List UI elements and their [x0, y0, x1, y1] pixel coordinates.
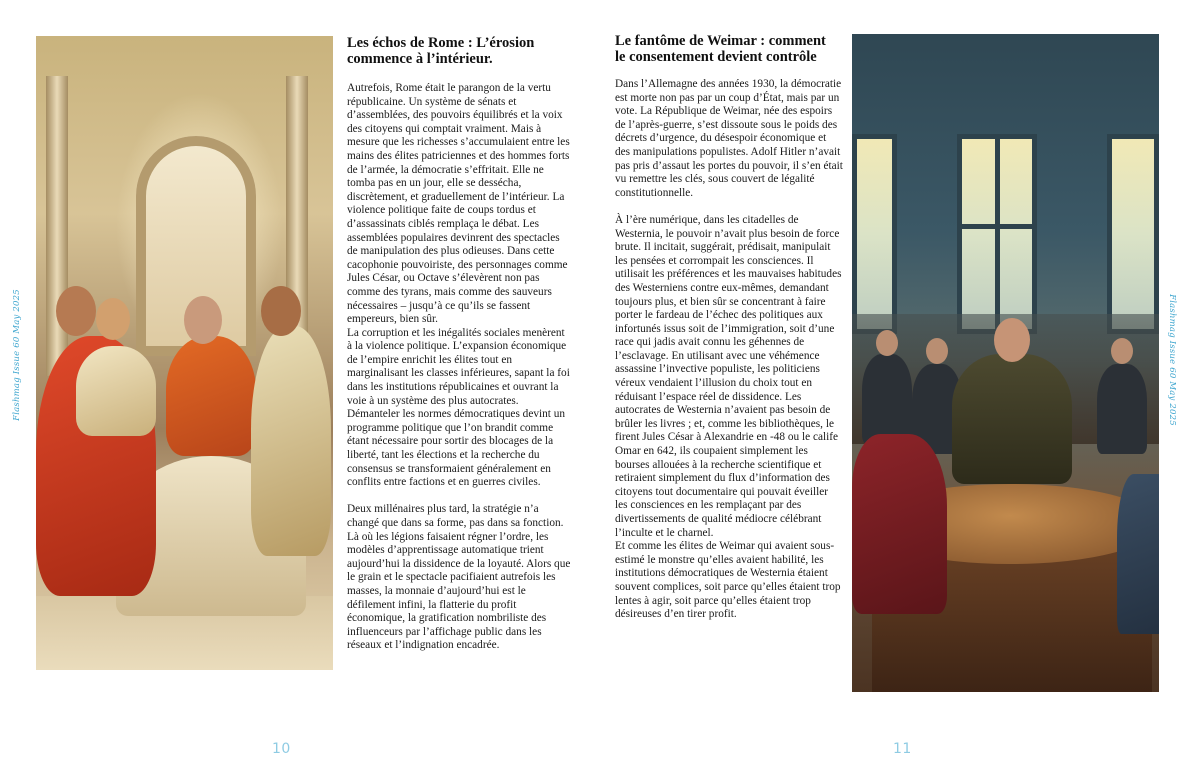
paragraph: Autrefois, Rome était le parangon de la vertu républicaine. Un système de sénats et d’assemblées, des pouvoirs équilibrés et la voix des citoyens qui comptait vraiment. Mais à mesure que les richesses s’accumulaient entre les mains des élites patriciennes et des hommes forts de l’armée, la démocratie s’effritait. Elle ne tomba pas en un jour, elle se dessécha, discrètement, et graduellement de l’intérieur. La violence politique faite de coups tordus et d’assassinats ciblés remplaça le débat. Les assemblées populaires devinrent des spectacles de manipulation des plus odieuses. Dans cette cacophonie pouvoiriste, des personnages comme Jules César, ou Octave s’élevèrent non pas comme des tyrans, mais comme des sauveurs nécessaires – jusqu’à ce qu’ils se fassent empereurs, bien sûr. [347, 82, 570, 326]
figure-head [1111, 338, 1133, 364]
right-article [615, 33, 843, 622]
figure-head [56, 286, 96, 336]
figure-cream-robe [251, 326, 331, 556]
figure-suit [1097, 364, 1147, 454]
window-bar [995, 134, 1000, 334]
figure-officer [862, 354, 912, 444]
window-bar [957, 224, 1037, 229]
figure-head [876, 330, 898, 356]
title-line: Les échos de Rome : L’érosion [347, 35, 535, 51]
figure-white-robe [76, 346, 156, 436]
figure-head [184, 296, 222, 344]
page-number-left: 10 [272, 741, 291, 757]
rome-senate-painting [36, 36, 333, 670]
paragraph: Et comme les élites de Weimar qui avaient sous-estimé le monstre qu’elles avaient habilité, les institutions démocratiques de Westernia étaient souvent complices, soit parce qu’elles étaient trop lentes à agir, soit parce qu’elles étaient trop désireuses d’en tirer profit. [615, 540, 841, 621]
left-article-body [347, 82, 572, 653]
title-line: commence à l’intérieur [347, 51, 489, 67]
figure-head [96, 298, 130, 340]
paragraph: La corruption et les inégalités sociales menèrent à la violence politique. L’expansion économique de l’empire enrichit les élites tout en marginalisant les classes inférieures, sapant la foi dans les institutions républicaines et ouvrant la voie à un système des plus autocrates. Démanteler les normes démocratiques devint un programme politique que l’on brandit comme étant nécessaire pour sortir des blocages de la liberté, tant les élections et la recherche du consensus se transformaient généralement en conflits entre factions et en guerres civiles. [347, 326, 570, 489]
side-caption-left: Flashmag Issue 60 May 2025 [12, 289, 22, 421]
paragraph: À l’ère numérique, dans les citadelles de Westernia, le pouvoir n’avait plus besoin de force brute. Il incitait, suggérait, prédisait, manipulait les pensées et corrompait les consciences. Il utilisait les préférences et les mauvaises habitudes des Westerniens contre eux-mêmes, demandant toujours plus, et bien sûr se concentrant à faire porter le fardeau de l’échec des politiques aux infortunés issus soit de l’immigration, soit d’une race qui jadis avait connu les géhennes de l’esclavage. En utilisant avec une véhémence assassine l’invective populiste, les politiciens véreux vendaient l’illusion du choix tout en réduisant l’espace réel de dissidence. Les autocrates de Westernia n’avaient pas besoin de brûler les livres ; et, comme les bibliothèques, le firent Jules César à Alexandrie en -48 ou le calife Omar en 642, ils coupaient simplement les bourses allouées à la recherche scientifique et retiraient simplement du flux d’information des citoyens tout documentaire qui pouvait éveiller les consciences en les remplaçant par des divertissements de qualité médiocre célébrant l’inculte et le charnel. [615, 213, 842, 539]
title-line: Le fantôme de Weimar : comment [615, 33, 826, 49]
figure-red-jacket [852, 434, 947, 614]
paragraph: Dans l’Allemagne des années 1930, la démocratie est morte non pas par un coup d’État, mais par un vote. La République de Weimar, née des espoirs de l’après-guerre, s’est dissoute sous le poids des décrets d’urgence, du désespoir économique et des manipulations populistes. Adolf Hitler n’avait pas pris d’assaut les portes du pouvoir, il s’en était vu remettre les clés, sous couvert de légalité constitutionnelle. [615, 78, 843, 199]
left-article-title: Les échos de Rome : L’érosion commence à l’intérieur. [347, 35, 535, 67]
figure-orange-robe [166, 336, 256, 456]
figure-head [994, 318, 1030, 362]
paragraph: Deux millénaires plus tard, la stratégie n’a changé que dans sa forme, pas dans sa fonction. Là où les légions faisaient régner l’ordre, les modèles d’apprentissage automatique trient aujourd’hui la dissidence de la loyauté. Alors que le grain et le spectacle pacifiaient autrefois les masses, la monnaie d’aujourd’hui est le défilement infini, la flatterie du profit économique, la gratification nombriliste des influenceurs par l’affichage public dans les réseaux et l’indignation encadrée. [347, 503, 571, 652]
window-shape [852, 134, 897, 334]
window-shape [1107, 134, 1159, 334]
right-article-body [615, 78, 843, 622]
window-shape [957, 134, 1037, 334]
title-line: le consentement devient contrôle [615, 49, 817, 65]
left-article [347, 35, 572, 653]
figure-blue-jacket [1117, 474, 1159, 634]
figure-head [261, 286, 301, 336]
right-article-title [615, 33, 843, 65]
side-caption-right: Flashmag Issue 60 May 2025 [1167, 294, 1177, 426]
figure-head [926, 338, 948, 364]
page-number-right: 11 [893, 741, 912, 757]
figure-central-speaker [952, 354, 1072, 484]
weimar-assembly-painting [852, 34, 1159, 692]
